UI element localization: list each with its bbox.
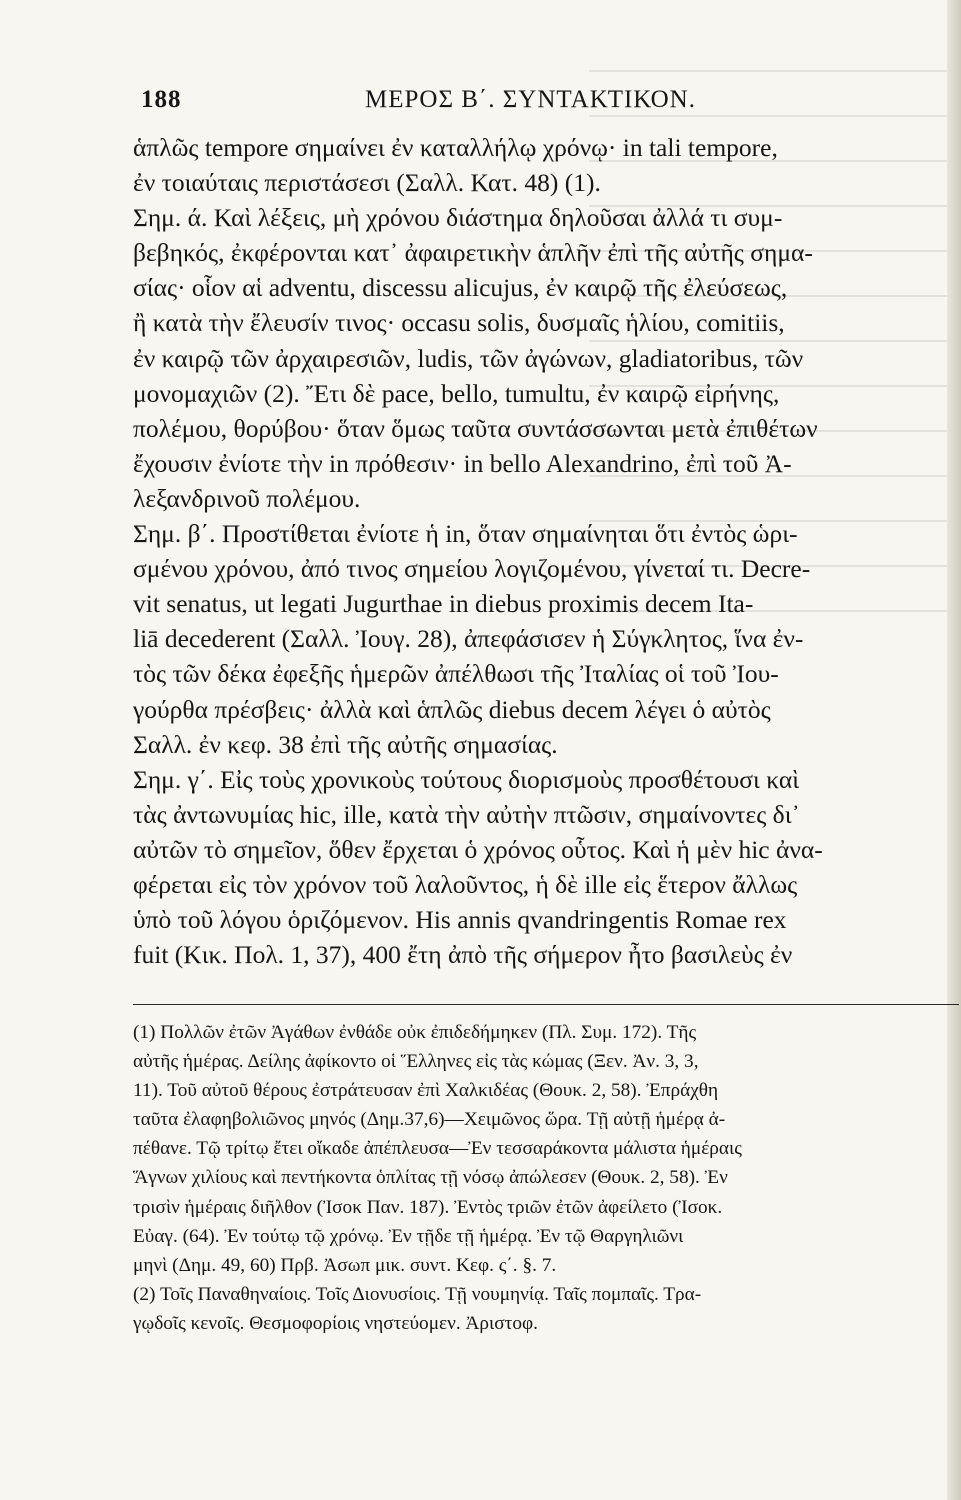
text-line: πολέμου, θορύβου· ὅταν ὅμως ταῦτα συντάσσωνται μετὰ ἐπιθέτων [133, 413, 818, 443]
text-line: τὸς τῶν δέκα ἐφεξῆς ἡμερῶν ἀπέλθωσι τῆς Ἰταλίας οἱ τοῦ Ἰου- [133, 659, 779, 689]
text-line: τὰς ἀντωνυμίας hic, ille, κατὰ τὴν αὐτὴν πτῶσιν, σημαίνοντες δι᾽ [133, 799, 801, 829]
footnote-line: Εὐαγ. (64). Ἐν τούτῳ τῷ χρόνῳ. Ἐν τῇδε τῇ ἡμέρᾳ. Ἐν τῷ Θαργηλιῶνι [133, 1225, 684, 1247]
text-line: liā decederent (Σαλλ. Ἰουγ. 28), ἀπεφάσισεν ἡ Σύγκλητος, ἵνα ἐν- [133, 624, 804, 654]
footnote-divider [133, 1004, 959, 1005]
footnote-line: (1) Πολλῶν ἐτῶν Ἀγάθων ἐνθάδε οὐκ ἐπιδεδήμηκεν (Πλ. Συμ. 172). Τῆς [133, 1022, 697, 1043]
text-line: vit senatus, ut legati Jugurthae in diebus proximis decem Ita- [133, 589, 754, 619]
text-line: ἁπλῶς tempore σημαίνει ἐν καταλλήλῳ χρόνῳ· in tali tempore, [133, 133, 778, 162]
text-line: ἢ κατὰ τὴν ἔλευσίν τινος· occasu solis, δυσμαῖς ἡλίου, comitiis, [133, 308, 785, 338]
running-title: ΜΕΡΟΣ Β΄. ΣΥΝΤΑΚΤΙΚΟΝ. [365, 86, 696, 113]
page-number: 188 [141, 86, 182, 113]
footnote-line: 11). Τοῦ αὐτοῦ θέρους ἐστράτευσαν ἐπὶ Χαλκιδέας (Θουκ. 2, 58). Ἐπράχθη [133, 1080, 719, 1102]
text-line: Σημ. ά. Καὶ λέξεις, μὴ χρόνου διάστημα δηλοῦσαι ἀλλά τι συμ- [133, 203, 783, 233]
text-line: μονομαχιῶν (2). Ἔτι δὲ pace, bello, tumultu, ἐν καιρῷ εἰρήνης, [133, 378, 780, 408]
footnote-line: (2) Τοῖς Παναθηναίοις. Τοῖς Διονυσίοις. Τῇ νουμηνίᾳ. Ταῖς πομπαῖς. Τρα- [133, 1283, 702, 1305]
footnote-line: τρισὶν ἡμέραις διῆλθον (Ἰσοκ Παν. 187). Ἐντὸς τριῶν ἐτῶν ἀφείλετο (Ἰσοκ. [133, 1196, 723, 1218]
text-line: αὐτῶν τὸ σημεῖον, ὅθεν ἔρχεται ὁ χρόνος οὗτος. Καὶ ἡ μὲν hic ἀνα- [133, 834, 823, 864]
footnotes [133, 1018, 959, 1338]
text-line: σίας· οἷον αἱ adventu, discessu alicujus, ἐν καιρῷ τῆς ἐλεύσεως, [133, 273, 788, 303]
main-text [133, 130, 959, 972]
text-line: fuit (Κικ. Πολ. 1, 37), 400 ἔτη ἀπὸ τῆς σήμερον ἦτο βασιλεὺς ἐν [133, 940, 793, 970]
text-line: λεξανδρινοῦ πολέμου. [133, 483, 361, 513]
footnote-line: αὐτῆς ἡμέρας. Δείλης ἀφίκοντο οἱ Ἕλληνες εἰς τὰς κώμας (Ξεν. Ἀν. 3, 3, [133, 1051, 699, 1073]
text-line: ἔχουσιν ἐνίοτε τὴν in πρόθεσιν· in bello Alexandrino, ἐπὶ τοῦ Ἀ- [133, 448, 792, 478]
text-line: Σαλλ. ἐν κεφ. 38 ἐπὶ τῆς αὐτῆς σημασίας. [133, 729, 558, 759]
text-line: ἐν καιρῷ τῶν ἀρχαιρεσιῶν, ludis, τῶν ἀγώνων, gladiatoribus, τῶν [133, 343, 804, 373]
text-line: ὑπὸ τοῦ λόγου ὁριζόμενον. His annis qvandringentis Romae rex [133, 905, 787, 935]
footnote-line: Ἅγνων χιλίους καὶ πεντήκοντα ὁπλίτας τῇ νόσῳ ἀπώλεσεν (Θουκ. 2, 58). Ἐν [133, 1167, 728, 1189]
text-line: φέρεται εἰς τὸν χρόνον τοῦ λαλοῦντος, ἡ δὲ ille εἰς ἕτερον ἄλλως [133, 869, 798, 899]
running-header [133, 86, 933, 126]
text-line: σμένου χρόνου, ἀπό τινος σημείου λογιζομένου, γίνεταί τι. Decre- [133, 554, 811, 584]
text-line: γούρθα πρέσβεις· ἀλλὰ καὶ ἁπλῶς diebus decem λέγει ὁ αὐτὸς [133, 694, 771, 724]
text-line: Σημ. γ΄. Εἰς τοὺς χρονικοὺς τούτους διορισμοὺς προσθέτουσι καὶ [133, 764, 800, 794]
footnote-line: μηνὶ (Δημ. 49, 60) Πρβ. Ἀσωπ μικ. συντ. Κεφ. ς΄. §. 7. [133, 1254, 557, 1276]
text-line: βεβηκός, ἐκφέρονται κατ᾽ ἀφαιρετικὴν ἁπλῆν ἐπὶ τῆς αὐτῆς σημα- [133, 238, 813, 268]
footnote-line: γῳδοῖς κενοῖς. Θεσμοφορίοις νηστεύομεν. Ἀριστοφ. [133, 1312, 538, 1334]
text-line: ἐν τοιαύταις περιστάσεσι (Σαλλ. Κατ. 48) (1). [133, 168, 601, 198]
footnote-line: πέθανε. Τῷ τρίτῳ ἔτει οἴκαδε ἀπέπλευσα—Ἐν τεσσαράκοντα μάλιστα ἡμέραις [133, 1138, 742, 1160]
text-line: Σημ. β΄. Προστίθεται ἐνίοτε ἡ in, ὅταν σημαίνηται ὅτι ἐντὸς ὡρι- [133, 519, 798, 549]
footnote-line: ταῦτα ἐλαφηβολιῶνος μηνός (Δημ.37,6)—Χειμῶνος ὥρα. Τῇ αὐτῇ ἡμέρᾳ ἀ- [133, 1109, 726, 1131]
